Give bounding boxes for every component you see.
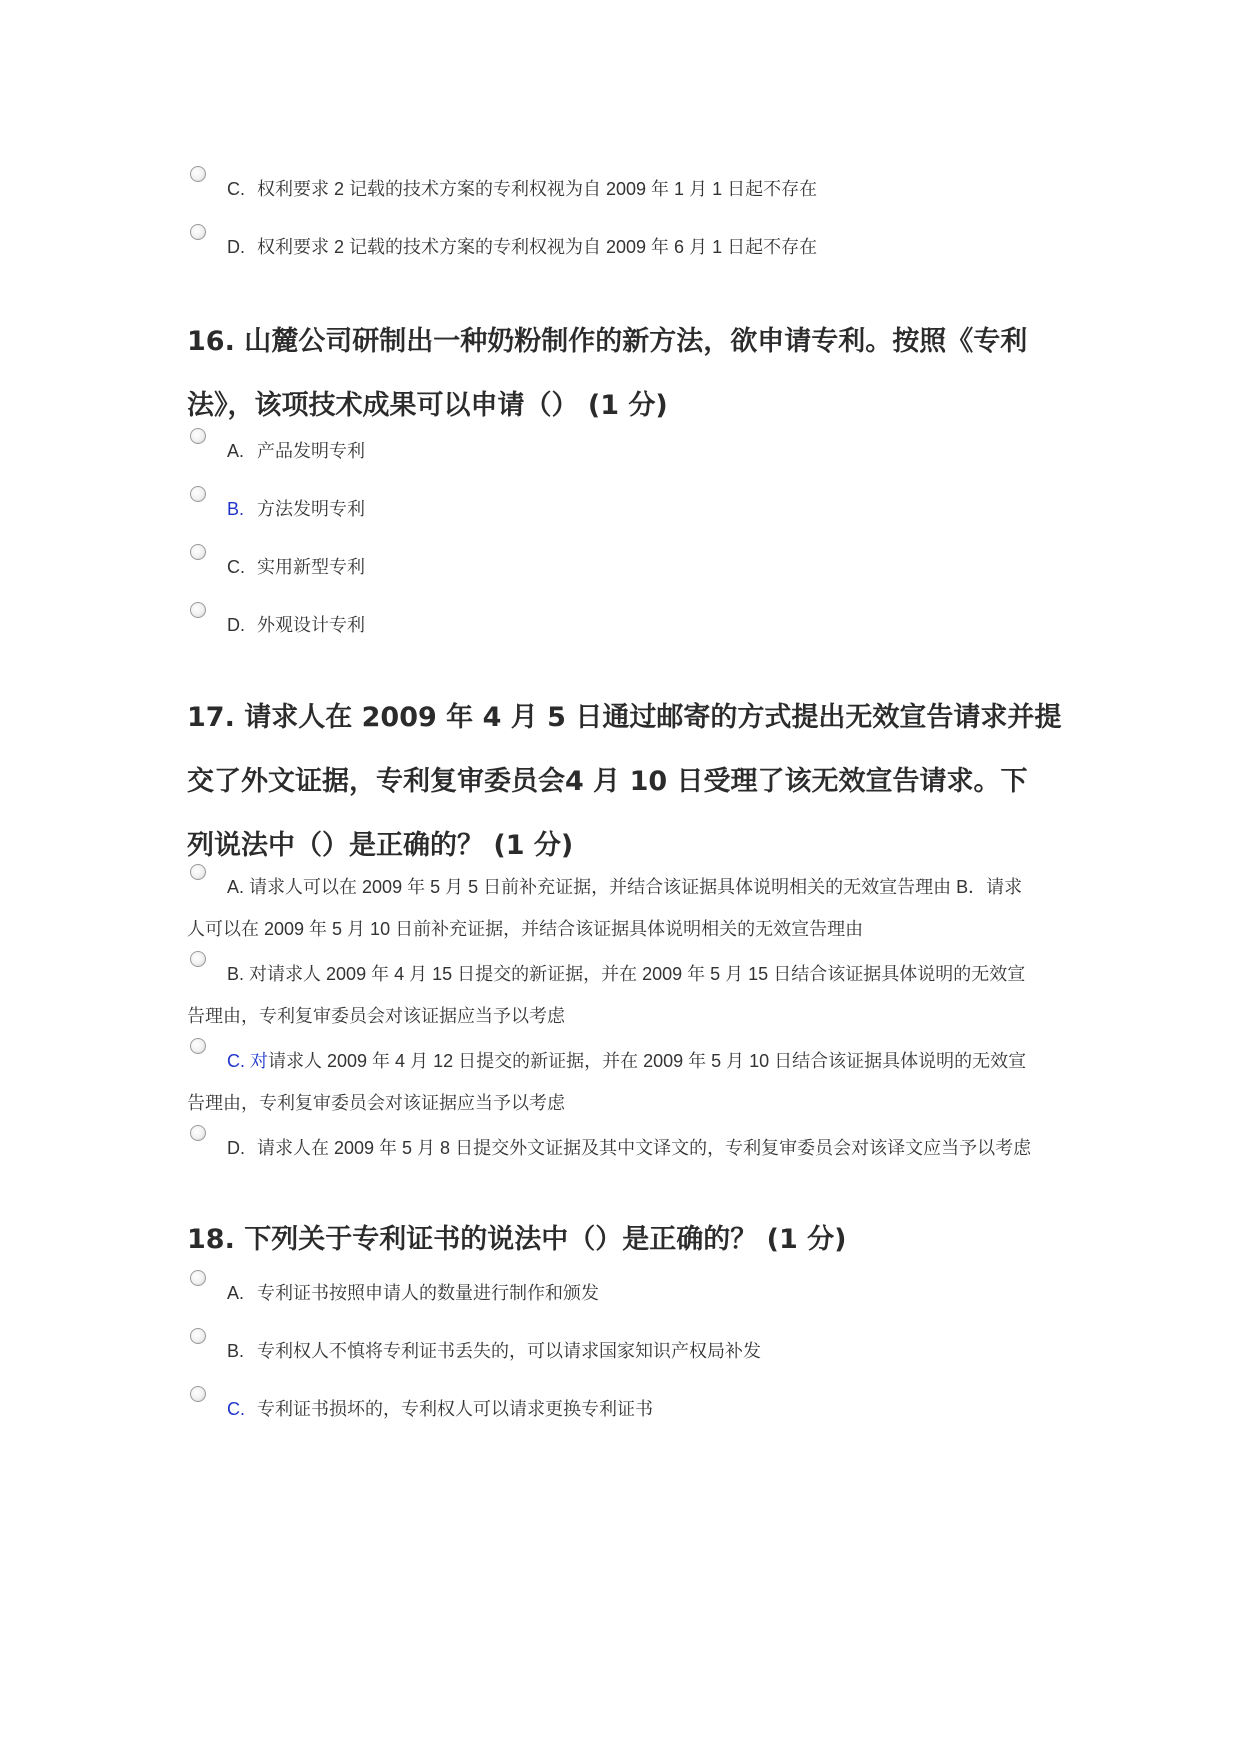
option-letter: D. (227, 615, 245, 635)
option-line (227, 866, 1022, 908)
radio-button[interactable] (190, 1270, 206, 1286)
question-line: 18. 下列关于专利证书的说法中（）是正确的？ (1 分) (187, 1224, 847, 1255)
option-letter: D. (227, 1138, 245, 1158)
question-line: 交了外文证据，专利复审委员会4 月 10 日受理了该无效宣告请求。下 (187, 766, 1028, 797)
option-text-continued: 人可以在 2009 年 5 月 10 日前补充证据，并结合该证据具体说明相关的无效宣告理由 (187, 919, 864, 939)
option-highlight: 对 (250, 1051, 269, 1071)
question-line: 16. 山麓公司研制出一种奶粉制作的新方法，欲申请专利。按照《专利 (187, 326, 1028, 357)
option-letter: D. (227, 237, 245, 257)
radio-button[interactable] (190, 486, 206, 502)
option-text: 外观设计专利 (257, 615, 365, 635)
option-letter: C. (227, 557, 245, 577)
option-text: 专利证书损坏的，专利权人可以请求更换专利证书 (257, 1399, 653, 1419)
radio-button[interactable] (190, 602, 206, 618)
option-letter: A. (227, 1283, 245, 1303)
option-text: 专利证书按照申请人的数量进行制作和颁发 (257, 1283, 599, 1303)
radio-button[interactable] (190, 224, 206, 240)
option-text: 专利权人不慎将专利证书丢失的，可以请求国家知识产权局补发 (257, 1341, 761, 1361)
option-letter: B. (227, 1341, 245, 1361)
radio-button[interactable] (190, 864, 206, 880)
question-line: 17. 请求人在 2009 年 4 月 5 日通过邮寄的方式提出无效宣告请求并提 (187, 702, 1062, 733)
option-text: 产品发明专利 (257, 441, 365, 461)
radio-button[interactable] (190, 1125, 206, 1141)
question-line: 列说法中（）是正确的？ (1 分) (187, 830, 574, 861)
option-line (227, 953, 1025, 995)
radio-button[interactable] (190, 1328, 206, 1344)
option-text: 权利要求 2 记载的技术方案的专利权视为自 2009 年 1 月 1 日起不存在 (257, 179, 818, 199)
question-18-title (187, 1208, 1087, 1272)
option-text-continued: 告理由，专利复审委员会对该证据应当予以考虑 (187, 1006, 565, 1026)
option-text: 实用新型专利 (257, 557, 365, 577)
option-text: 对请求人 2009 年 4 月 15 日提交的新证据，并在 2009 年 5 月 15 日结合该证据具体说明的无效宣 (249, 964, 1026, 984)
option-letter: B. (227, 499, 245, 519)
option-text: 方法发明专利 (257, 499, 365, 519)
option-text-continued: 告理由，专利复审委员会对该证据应当予以考虑 (187, 1093, 565, 1113)
radio-button[interactable] (190, 544, 206, 560)
radio-button[interactable] (190, 1386, 206, 1402)
radio-button[interactable] (190, 951, 206, 967)
question-16-title (187, 310, 1087, 438)
option-text: 请求人 2009 年 4 月 12 日提交的新证据，并在 2009 年 5 月 10 日结合该证据具体说明的无效宣 (268, 1051, 1027, 1071)
option-letter: B. (227, 964, 245, 984)
option-letter: A. (227, 441, 245, 461)
option-letter: C. (227, 179, 245, 199)
radio-button[interactable] (190, 428, 206, 444)
radio-button[interactable] (190, 1038, 206, 1054)
option-text: 权利要求 2 记载的技术方案的专利权视为自 2009 年 6 月 1 日起不存在 (257, 237, 818, 257)
option-letter: C. (227, 1399, 245, 1419)
question-17-title (187, 686, 1087, 878)
option-text: 请求人在 2009 年 5 月 8 日提交外文证据及其中文译文的，专利复审委员会对该译文应当予以考虑 (257, 1138, 1032, 1158)
option-letter: C. (227, 1051, 245, 1071)
question-line: 法》，该项技术成果可以申请（） (1 分) (187, 390, 668, 421)
option-line (227, 1040, 1026, 1082)
option-letter: A. (227, 877, 245, 897)
option-text: 请求人可以在 2009 年 5 月 5 日前补充证据，并结合该证据具体说明相关的无效宣告理由 B．请求 (249, 877, 1023, 897)
radio-button[interactable] (190, 166, 206, 182)
